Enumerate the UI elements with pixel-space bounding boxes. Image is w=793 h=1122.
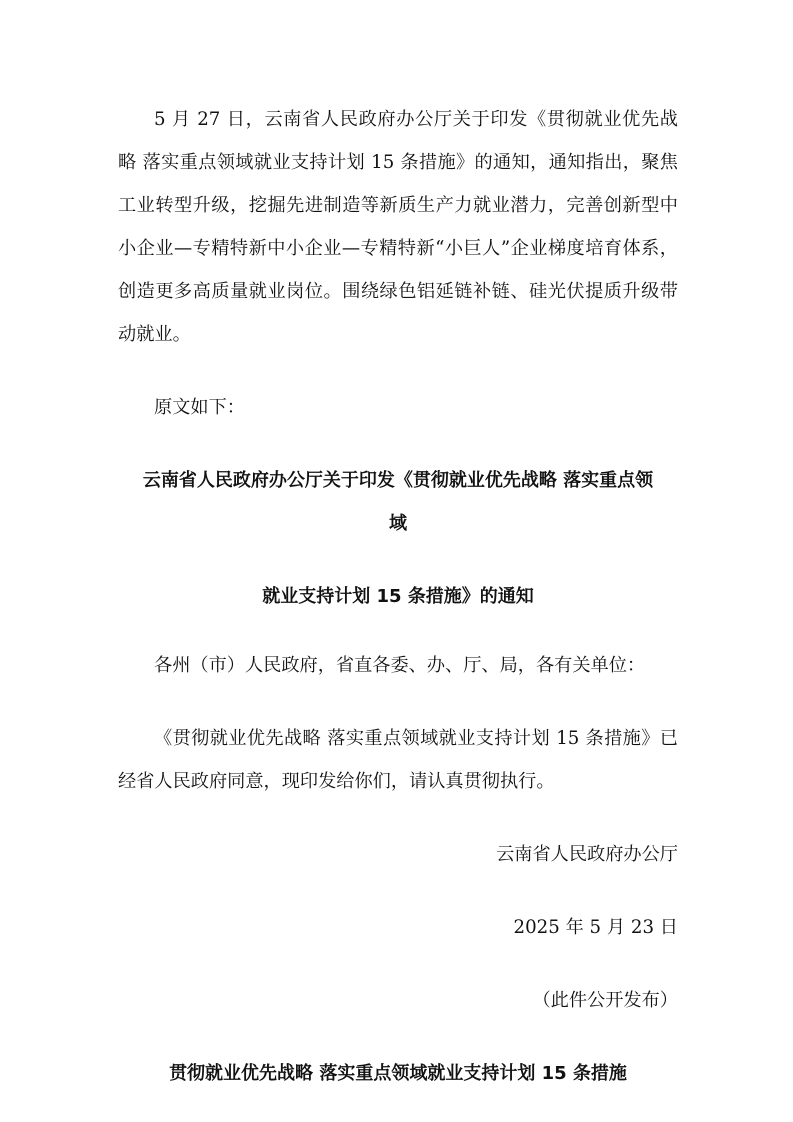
lead-in-text: 原文如下： xyxy=(154,397,245,418)
salutation: 各州（市）人民政府，省直各委、办、厅、局，各有关单位： xyxy=(154,655,646,676)
publication-note: （此件公开发布） xyxy=(532,990,678,1011)
intro-paragraph: 5 月 27 日，云南省人民政府办公厅关于印发《贯彻就业优先战略 落实重点领域就业支持计划 15 条措施》的通知，通知指出，聚焦工业转型升级，挖掘先进制造等新质生产力就业潜力，完善创新型中小企业—专精特新中小企业—专精特新“小巨人”企业梯度培育体系，创造更多高质量就业岗位。围绕绿色铝延链补链、硅光伏提质升级带动就业。 xyxy=(118,109,678,345)
issue-date: 2025 年 5 月 23 日 xyxy=(513,917,678,938)
measures-title: 贯彻就业优先战略 落实重点领域就业支持计划 15 条措施 xyxy=(169,1063,627,1084)
notice-title-line-2: 域 xyxy=(389,513,407,534)
document-page xyxy=(118,98,678,1095)
notice-body: 《贯彻就业优先战略 落实重点领域就业支持计划 15 条措施》已经省人民政府同意，现印发给你们，请认真贯彻执行。 xyxy=(118,728,678,792)
issuer: 云南省人民政府办公厅 xyxy=(496,844,678,865)
notice-title-line-3: 就业支持计划 15 条措施》的通知 xyxy=(262,586,534,607)
notice-title-line-1: 云南省人民政府办公厅关于印发《贯彻就业优先战略 落实重点领 xyxy=(142,470,654,491)
